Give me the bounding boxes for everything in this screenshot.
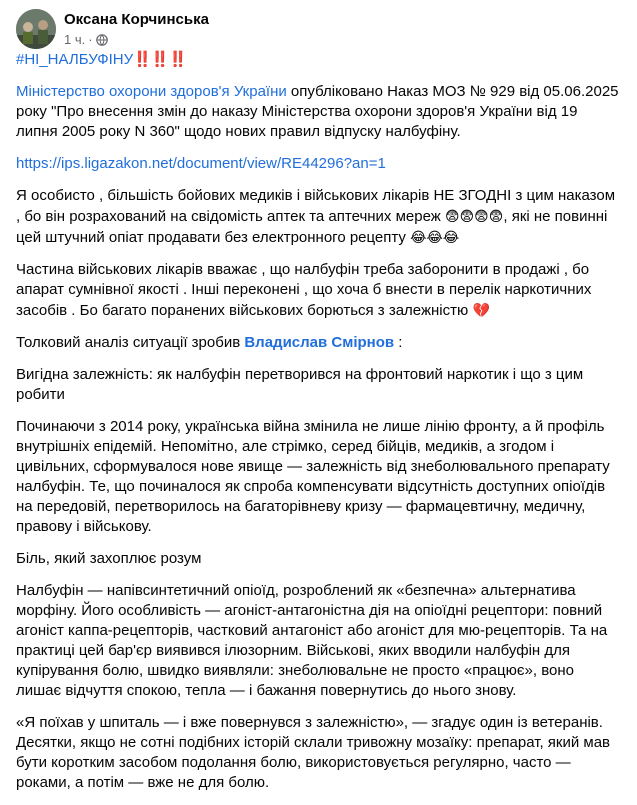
post-meta xyxy=(64,32,108,47)
paragraph-6: Починаючи з 2014 року, українська війна змінила не лише лінію фронту, а й профіль внутрішніх епідемій. Непомітно, але стрімко, серед бійців, медиків, а згодом і цивільних, сформувалося нове явище — залежність від знеболювального препарату налбуфін. Те, що починалося як спроба компенсувати відсутність доступних опіоїдів на передовій, перетворилось на багаторівневу кризу — фармацевтичну, медичну, правову і військову. xyxy=(16,418,610,535)
paragraph-2-text-a: Я особисто , більшість бойових медиків і військових лікарів НЕ ЗГОДНІ з цим наказом , бо він розрахований на свідомість аптек та аптечних мереж xyxy=(16,187,616,225)
paragraph-3 xyxy=(16,260,620,321)
double-exclamation-emoji: ‼️‼️‼️ xyxy=(133,51,187,68)
laughing-emoji-group: 😂😂😂 xyxy=(410,229,460,245)
paragraph-8: Налбуфін — напівсинтетичний опіоїд, розроблений як «безпечна» альтернатива морфіну. Його особливість — агоніст-антагоністна дія на опіоїдні рецептори: повний агоніст каппа-рецепторів, частковий антагоніст або агоніст для мю-рецепторів. Та на практиці цей бар'єр виявився ілюзорним. Військові, яких вводили налбуфін для купірування болю, швидко виявляли: знеболювальне не просто «працює», воно лишає відчуття спокою, тепла — і бажання повернутись до нього знову. xyxy=(16,582,608,699)
section-heading: Біль, який захоплює розум xyxy=(16,550,202,567)
paragraph-1 xyxy=(16,82,620,142)
paragraph-4-text-b: : xyxy=(394,334,403,351)
globe-icon xyxy=(96,34,108,46)
paragraph-2-text-b: , які не повинні цей штучний опіат продавати без електронного рецепту xyxy=(16,208,608,246)
ligazakon-link[interactable]: https://ips.ligazakon.net/document/view/RE44296?an=1 xyxy=(16,155,386,172)
fearful-emoji-group: 😨😨😨😨 xyxy=(444,208,504,224)
ministry-mention[interactable]: Міністерство охорони здоров'я України xyxy=(16,83,287,100)
meta-separator: · xyxy=(88,32,93,47)
paragraph-3-text: Частина військових лікарів вважає , що налбуфін треба заборонити в продажі , бо апарат сумнівної якості . Інші переконені , що хоча б внести в перелік наркотичних засобів . Бо багато поранених військових борються з залежністю xyxy=(16,261,592,319)
post-header xyxy=(16,8,616,52)
avatar[interactable] xyxy=(16,9,56,49)
paragraph-2 xyxy=(16,186,620,248)
paragraph-9: «Я поїхав у шпиталь — і вже повернувся з залежністю», — згадує один із ветеранів. Десятки, якщо не сотні подібних історій склали тривожну мозаїку: препарат, який мав бути коротким засобом подолання болю, використовується регулярно, часто — роками, а потім — вже не для болю. xyxy=(16,714,611,791)
link-line xyxy=(16,154,620,174)
paragraph-4-text-a: Толковий аналіз ситуації зробив xyxy=(16,334,245,351)
paragraph-1-text: опубліковано Наказ МОЗ № 929 від 05.06.2025 року "Про внесення змін до наказу Міністерства охорони здоров'я України від 19 липня 2005 року N 360" щодо нових правил відпуску налбуфіну. xyxy=(16,83,619,140)
article-title: Вигідна залежність: як налбуфін перетворився на фронтовий наркотик і що з цим робити xyxy=(16,366,584,403)
author-name[interactable]: Оксана Корчинська xyxy=(64,11,209,28)
paragraph-4 xyxy=(16,333,620,353)
post-body xyxy=(16,50,620,805)
hashtag-link[interactable]: #НІ_НАЛБУФІНУ xyxy=(16,51,134,68)
hashtag-line xyxy=(16,50,620,70)
broken-heart-emoji: 💔 xyxy=(472,302,490,318)
post-time[interactable]: 1 ч. xyxy=(64,32,86,47)
smirnov-mention[interactable]: Владислав Смірнов xyxy=(244,334,395,351)
